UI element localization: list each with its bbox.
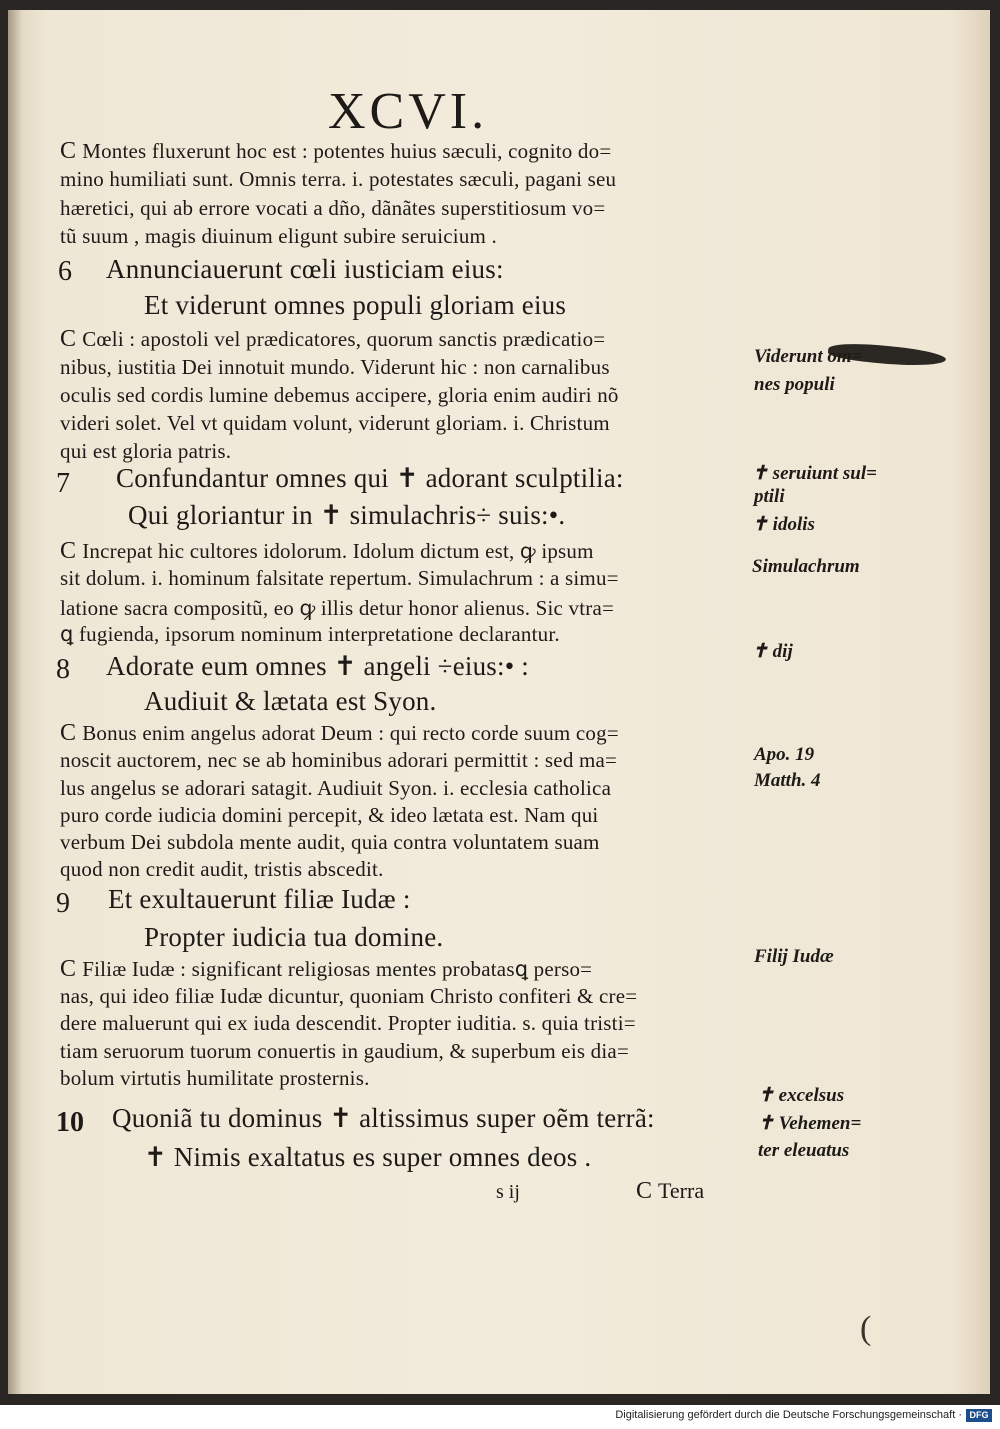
text-line: bolum virtutis humilitate prosternis. — [60, 1066, 370, 1090]
verse-line: Et exultauerunt filiæ Iudæ : — [108, 884, 411, 914]
gutter-shadow — [8, 10, 22, 1394]
commentary-mark: C — [60, 326, 77, 352]
text-line: nibus, iustitia Dei innotuit mundo. Viderunt hic : non carnalibus — [60, 355, 610, 379]
marginal-note: Apo. 19 — [754, 744, 815, 765]
verse-line: Confundantur omnes qui ✝ adorant sculptilia: — [116, 463, 624, 493]
marginal-note: ✝ idolis — [752, 514, 815, 535]
verse-line: Quoniã tu dominus ✝ altissimus super oẽm terrã: — [112, 1103, 655, 1133]
signature-mark: s ij — [496, 1181, 520, 1203]
text-line: noscit auctorem, nec se ab hominibus adorari permittit : sed ma= — [60, 748, 618, 772]
marginal-note: ✝ dij — [752, 641, 793, 662]
book-page — [8, 10, 990, 1394]
marginal-note: ✝ seruiunt sul= — [752, 463, 877, 484]
verse-line: Propter iudicia tua domine. — [144, 922, 444, 952]
verse-number: 8 — [56, 654, 70, 685]
commentary-mark: C — [636, 1178, 653, 1204]
text-line: C Bonus enim angelus adorat Deum : qui recto corde suum cog= — [60, 720, 619, 746]
verse-line: Audiuit & lætata est Syon. — [144, 686, 437, 716]
marginal-note: Viderunt om= — [754, 346, 863, 367]
folio-number: XCVI. — [328, 83, 489, 140]
text-line: verbum Dei subdola mente audit, quia contra voluntatem suam — [60, 830, 600, 854]
verse-number: 6 — [58, 256, 72, 287]
marginal-note: ✝ Vehemen= — [758, 1113, 862, 1134]
dfg-logo: DFG — [966, 1409, 992, 1422]
verse-number: 7 — [56, 468, 70, 499]
text-line: oculis sed cordis lumine debemus accipere, gloria enim audiri nõ — [60, 383, 619, 407]
text-line: tiam seruorum tuorum conuertis in gaudium, & superbum eis dia= — [60, 1039, 629, 1063]
verse-line: Adorate eum omnes ✝ angeli ÷eius:• : — [106, 651, 529, 681]
text-line: C Increpat hic cultores idolorum. Idolum dictum est, ꝙ ipsum — [60, 538, 594, 564]
pencil-mark: ( — [860, 1310, 872, 1347]
text-line: C Filiæ Iudæ : significant religiosas mentes probatasꝗ perso= — [60, 956, 593, 982]
verse-line: Annunciauerunt cœli iusticiam eius: — [106, 254, 504, 284]
text-line: nas, qui ideo filiæ Iudæ dicuntur, quoniam Christo confiteri & cre= — [60, 984, 638, 1008]
commentary-mark: C — [60, 538, 77, 564]
marginal-note: Simulachrum — [752, 556, 860, 577]
commentary-mark: C — [60, 720, 77, 746]
marginal-note: ✝ excelsus — [758, 1085, 845, 1106]
marginal-note: Filij Iudæ — [754, 946, 834, 967]
verse-number: 10 — [56, 1107, 84, 1138]
text-line: C Cœli : apostoli vel prædicatores, quorum sanctis prædicatio= — [60, 326, 606, 352]
text-line: puro corde iudicia domini percepit, & ideo lætata est. Nam qui — [60, 803, 599, 827]
verse-line: Qui gloriantur in ✝ simulachris÷ suis:•. — [128, 500, 566, 530]
marginal-note: Matth. 4 — [754, 770, 821, 791]
text-line: latione sacra compositũ, eo ꝙ illis detur honor alienus. Sic vtra= — [60, 596, 615, 620]
verse-line: Et viderunt omnes populi gloriam eius — [144, 290, 567, 320]
text-line: videri solet. Vel vt quidam volunt, viderunt gloriam. i. Christum — [60, 411, 610, 435]
catchword: C Terra — [636, 1178, 705, 1204]
text-line: qui est gloria patris. — [60, 439, 232, 463]
verse-number: 9 — [56, 888, 70, 919]
text-line: hæretici, qui ab errore vocati a dño, dãnãtes superstitiosum vo= — [60, 196, 606, 220]
digitization-credit: Digitalisierung gefördert durch die Deutsche Forschungsgemeinschaft · — [615, 1409, 962, 1421]
verse-line: ✝ Nimis exaltatus es super omnes deos . — [144, 1142, 592, 1172]
text-line: sit dolum. i. hominum falsitate repertum. Simulachrum : a simu= — [60, 566, 619, 590]
marginal-note: ter eleuatus — [758, 1140, 850, 1161]
text-line: mino humiliati sunt. Omnis terra. i. potestates sæculi, pagani seu — [60, 167, 617, 191]
text-line: C Montes fluxerunt hoc est : potentes huius sæculi, cognito do= — [60, 138, 612, 164]
text-line: lus angelus se adorari satagit. Audiuit Syon. i. ecclesia catholica — [60, 776, 612, 800]
text-line: tũ suum , magis diuinum eligunt subire seruicium . — [60, 224, 497, 248]
commentary-mark: C — [60, 956, 77, 982]
marginal-note: nes populi — [754, 374, 835, 395]
marginal-note: ptili — [754, 486, 785, 507]
text-line: ꝗ fugienda, ipsorum nominum interpretatione declarantur. — [60, 622, 560, 646]
text-line: dere maluerunt qui ex iuda descendit. Propter iuditia. s. quia tristi= — [60, 1011, 636, 1035]
commentary-mark: C — [60, 138, 77, 164]
text-line: quod non credit audit, tristis abscedit. — [60, 857, 384, 881]
